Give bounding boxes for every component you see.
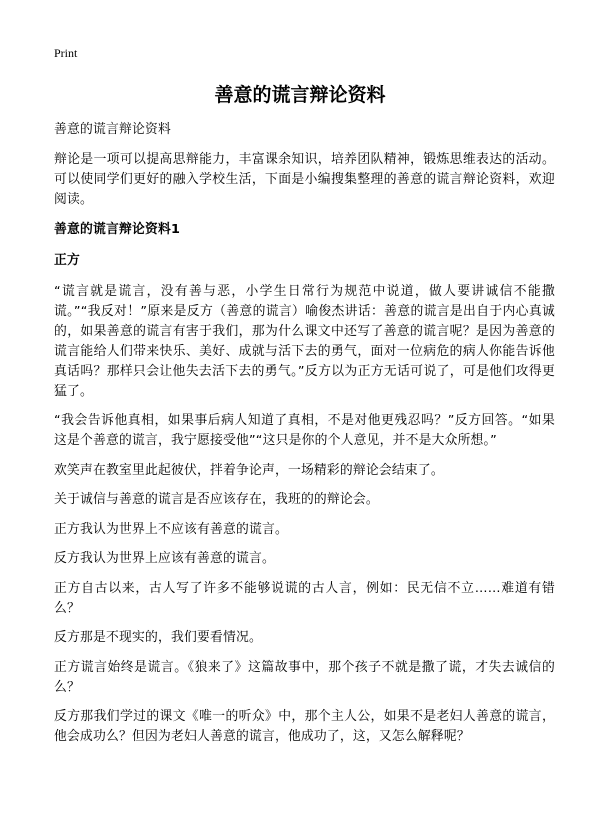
body-paragraph: 反方那是不现实的，我们要看情况。	[54, 630, 262, 645]
body-paragraph: “谎言就是谎言，没有善与恶，小学生日常行为规范中说道，做人要讲诚信不能撒谎。”“我反对！”原来是反方（善意的谎言）喻俊杰讲话：善意的谎言是出自于内心真诚的，如果善意的谎言有害于我们，那为什么课文中还写了善意的谎言呢？是因为善意的谎言能给人们带来快乐、美好、成就与活下去的勇气，面对一位病危的病人你能告诉他真话吗？那样只会让他失去活下去的勇气。”反方以为正方无话可说了，可是他们攻得更猛了。	[54, 283, 555, 399]
page-title: 善意的谎言辩论资料	[214, 84, 386, 106]
body-paragraph: 正方自古以来，古人写了许多不能够说谎的古人言，例如：民无信不立……难道有错么？	[54, 580, 555, 616]
body-paragraph: 关于诚信与善意的谎言是否应该存在，我班的的辩论会。	[54, 492, 379, 507]
intro-paragraph: 辩论是一项可以提高思辩能力，丰富课余知识，培养团队精神，锻炼思维表达的活动。可以使同学们更好的融入学校生活，下面是小编搜集整理的善意的谎言辩论资料，欢迎阅读。	[54, 152, 555, 207]
body-paragraph: 反方我认为世界上应该有善意的谎言。	[54, 551, 275, 566]
body-paragraph: 正方谎言始终是谎言。《狼来了》这篇故事中，那个孩子不就是撒了谎，才失去诚信的么？	[54, 659, 555, 695]
section-heading: 善意的谎言辩论资料1	[54, 221, 181, 237]
body-paragraph: “我会告诉他真相，如果事后病人知道了真相，不是对他更残忍吗？”反方回答。“如果这是个善意的谎言，我宁愿接受他”“这只是你的个人意见，并不是大众所想。”	[54, 413, 555, 448]
body-paragraph: 欢笑声在教室里此起彼伏，拌着争论声，一场精彩的辩论会结束了。	[54, 462, 444, 478]
body-paragraph: 正方我认为世界上不应该有善意的谎言。	[54, 521, 288, 537]
body-paragraph: 反方那我们学过的课文《唯一的听众》中，那个主人公，如果不是老妇人善意的谎言，他会成功么？但因为老妇人善意的谎言，他成功了，这，又怎么解释呢？	[54, 709, 555, 744]
side-heading-affirmative: 正方	[54, 252, 80, 268]
print-link[interactable]: Print	[54, 46, 78, 60]
article-subtitle: 善意的谎言辩论资料	[54, 122, 171, 137]
article-body	[54, 120, 555, 757]
